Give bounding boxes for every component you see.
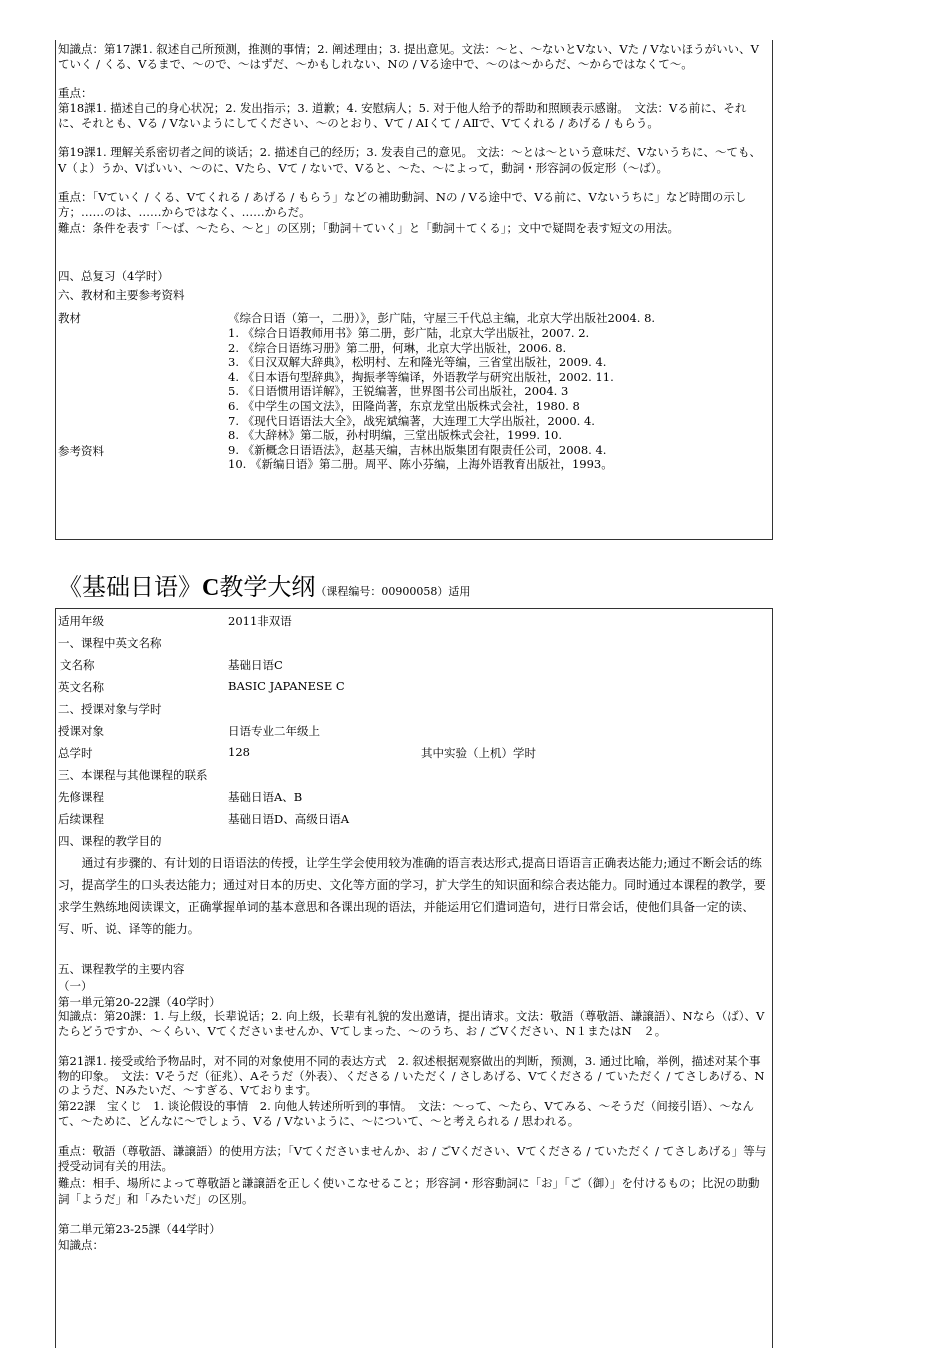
grade-label: 适用年级 <box>58 614 104 628</box>
hours-label: 总学时 <box>58 746 93 760</box>
lesson19-knowledge: 第19課1. 理解关系密切者之间的谈话；2. 描述自己的经历；3. 发表自己的意见。 文法：～とは～という意味だ、Vないうちに、～ても、V（よ）うか、Vばいい、～のに、Vたら、Vて / ないで、Vると、～た、～によって，動詞・形容詞の仮定形（～ば）。 <box>58 145 761 175</box>
chinese-name-label: 文名称 <box>60 658 95 672</box>
prerequisite-value: 基础日语A、B <box>228 790 303 804</box>
chinese-name-value: 基础日语C <box>228 658 283 672</box>
unit1-key-points: 重点：敬語（尊敬語、謙譲語）的使用方法；「Vてくださいませんか、お / ごVください、Vてくださる / ていただく / てさしあげる」等与授受动词有关的用法。 <box>58 1144 767 1173</box>
syllabus-continuation-box <box>55 40 773 540</box>
part-one: （一） <box>58 979 93 993</box>
review-heading: 四、总复习（4学时） <box>58 269 169 283</box>
followup-label: 后续课程 <box>58 812 104 826</box>
relation-heading: 三、本课程与其他课程的联系 <box>58 768 208 782</box>
reference-item: 4. 《日本语句型辞典》，掏振孝等编译，外语教学与研究出版社，2002. 11. <box>228 369 614 384</box>
syllabus-c-box <box>55 608 773 1348</box>
lesson20-knowledge: 知識点：第20課：1. 与上级，长辈说话；2. 向上级，长辈有礼貌的发出邀请，提出请求。文法：敬語（尊敬語、謙譲語）、Nなら（ば）、Vたらどうですか、～くらい、Vてくださいませんか、Vてしまった、～のうち、お / ごVください、N１またはN ２。 <box>58 1009 765 1038</box>
reference-item: 8. 《大辞林》第二版，孙村明编，三堂出版株式会社，1999. 10. <box>228 428 562 443</box>
lesson18-knowledge: 第18課1. 描述自己的身心状况；2. 发出指示；3. 道歉；4. 安慰病人；5. 对于他人给予的帮助和照顾表示感谢。 文法：Vる前に、それに、それとも、Vる / Vないようにしてください、～のとおり、Vて / AⅠくて / AⅡで、Vてくれる / あげる / もらう。 <box>58 101 747 130</box>
unit1-difficult-points: 難点：相手、場所によって尊敬語と謙譲語を正しく使いこなせること；形容詞・形容動詞に「お」「ご（御）」を付けるもの；比況の助動詞「ようだ」和「みたいだ」の区別。 <box>58 1176 760 1206</box>
lab-hours-label: 其中实验（上机）学时 <box>421 746 536 760</box>
lesson22-knowledge: 第22課 宝くじ 1. 谈论假设的事情 2. 向他人转述所听到的事情。 文法：～って、～たら、Vてみる、～そうだ（间接引语）、～なんて、～ために、どんなに～でしょう、Vる / Vないように、～について、～と考えられる / 思われる。 <box>58 1099 754 1128</box>
english-name-value: BASIC JAPANESE C <box>228 679 345 693</box>
title-bold: C <box>202 575 220 601</box>
content-heading: 五、课程教学的主要内容 <box>58 962 185 976</box>
title-right: 教学大纲 <box>219 573 316 601</box>
hours-value: 128 <box>228 745 250 759</box>
reference-item: 1. 《综合日语教师用书》第二册，彭广陆，北京大学出版社，2007. 2. <box>228 326 590 340</box>
lesson21-knowledge: 第21課1. 接受或给予物品时，对不同的对象使用不同的表达方式 2. 叙述根据观察做出的判断，预测，3. 通过比喻，举例，描述对某个事物的印象。 文法：Vそうだ（征兆）、Aそうだ（外表）、くださる / いただく / さしあげる、Vてくださる / ていただく / てさしあげる、Nのようだ、Nみたいだ、～すぎる、Vております。 <box>58 1054 765 1097</box>
goal-heading: 四、课程的教学目的 <box>58 834 162 848</box>
references-list <box>228 326 614 472</box>
reference-item: 2. 《综合日语练习册》第二册，何琳，北京大学出版社，2006. 8. <box>228 340 567 355</box>
grade-value: 2011非双语 <box>228 614 292 628</box>
reference-item: 9. 《新概念日语语法》，赵基天编，吉林出版集团有限责任公司，2008. 4. <box>228 442 607 457</box>
unit-two-knowledge-label: 知識点： <box>58 1238 104 1252</box>
prerequisite-label: 先修课程 <box>58 790 104 804</box>
english-name-label: 英文名称 <box>58 680 104 694</box>
reference-item: 5. 《日语惯用语详解》，王锐编著，世界图书公司出版社，2004. 3 <box>228 384 569 399</box>
title-left: 《基础日语》 <box>58 573 202 601</box>
target-heading: 二、授课对象与学时 <box>58 702 162 716</box>
names-heading: 一、课程中英文名称 <box>58 636 162 650</box>
references-label: 参考资料 <box>58 444 104 458</box>
difficult-points: 難点：条件を表す「～ば、～たら、～と」の区別；「動詞＋ていく」と「動詞＋てくる」；文中で疑問を表す短文の用法。 <box>58 221 679 235</box>
title-course-code: （课程编号：00900058）适用 <box>315 585 471 598</box>
target-value: 日语专业二年级上 <box>228 724 320 738</box>
textbook-value: 《综合日语（第一，二册）》，彭广陆，守屋三千代总主编，北京大学出版社2004. 8. <box>228 311 656 325</box>
key-points-label: 重点： <box>58 86 93 100</box>
materials-heading: 六、教材和主要参考资料 <box>58 288 185 302</box>
goal-text: 通过有步骤的、有计划的日语语法的传授，让学生学会使用较为准确的语言表达形式,提高日语语言正确表达能力;通过不断会话的练习，提高学生的口头表达能力；通过对日本的历史、文化等方面的学习，扩大学生的知识面和综合表达能力。同时通过本课程的教学，要求学生熟练地阅读课文，正确掌握单词的基本意思和各课出现的语法，并能运用它们遣词造句，进行日常会话，使他们具备一定的读、写、听、说、译等的能力。 <box>58 856 766 936</box>
followup-value: 基础日语D、高级日语A <box>228 812 350 826</box>
textbook-label: 教材 <box>58 311 81 325</box>
syllabus-title <box>58 572 470 607</box>
unit-one-heading: 第一単元第20-22課（40学时） <box>58 995 221 1009</box>
reference-item: 7. 《现代日语语法大全》，战宪斌编著，大连理工大学出版社，2000. 4. <box>228 413 595 428</box>
lesson17-knowledge: 知識点：第17課1. 叙述自己所预测，推测的事情；2. 阐述理由；3. 提出意见。文法：～と、～ないとVない、Vた / Vないほうがいい、Vていく / くる、Vるまで、～ので、～はずだ、～かもしれない、Nの / Vる途中で、～のは～からだ、～からではなくて～。 <box>58 42 759 71</box>
key-points: 重点：「Vていく / くる、Vてくれる / あげる / もらう」などの補助動詞、Nの / Vる途中で、Vる前に、Vないうちに」など時間の示し方；……のは、……からではなく、……からだ。 <box>58 190 747 219</box>
reference-item: 6. 《中学生の国文法》，田隆尚著，东京龙堂出版株式会社，1980. 8 <box>228 398 580 413</box>
reference-item: 10. 《新编日语》第二册。周平、陈小芬编，上海外语教育出版社，1993。 <box>228 457 613 472</box>
unit-two-heading: 第二単元第23-25課（44学时） <box>58 1222 221 1236</box>
reference-item: 3. 《日汉双解大辞典》，松明村、左和隆光等编，三省堂出版社，2009. 4. <box>228 355 607 370</box>
target-label: 授课对象 <box>58 724 104 738</box>
